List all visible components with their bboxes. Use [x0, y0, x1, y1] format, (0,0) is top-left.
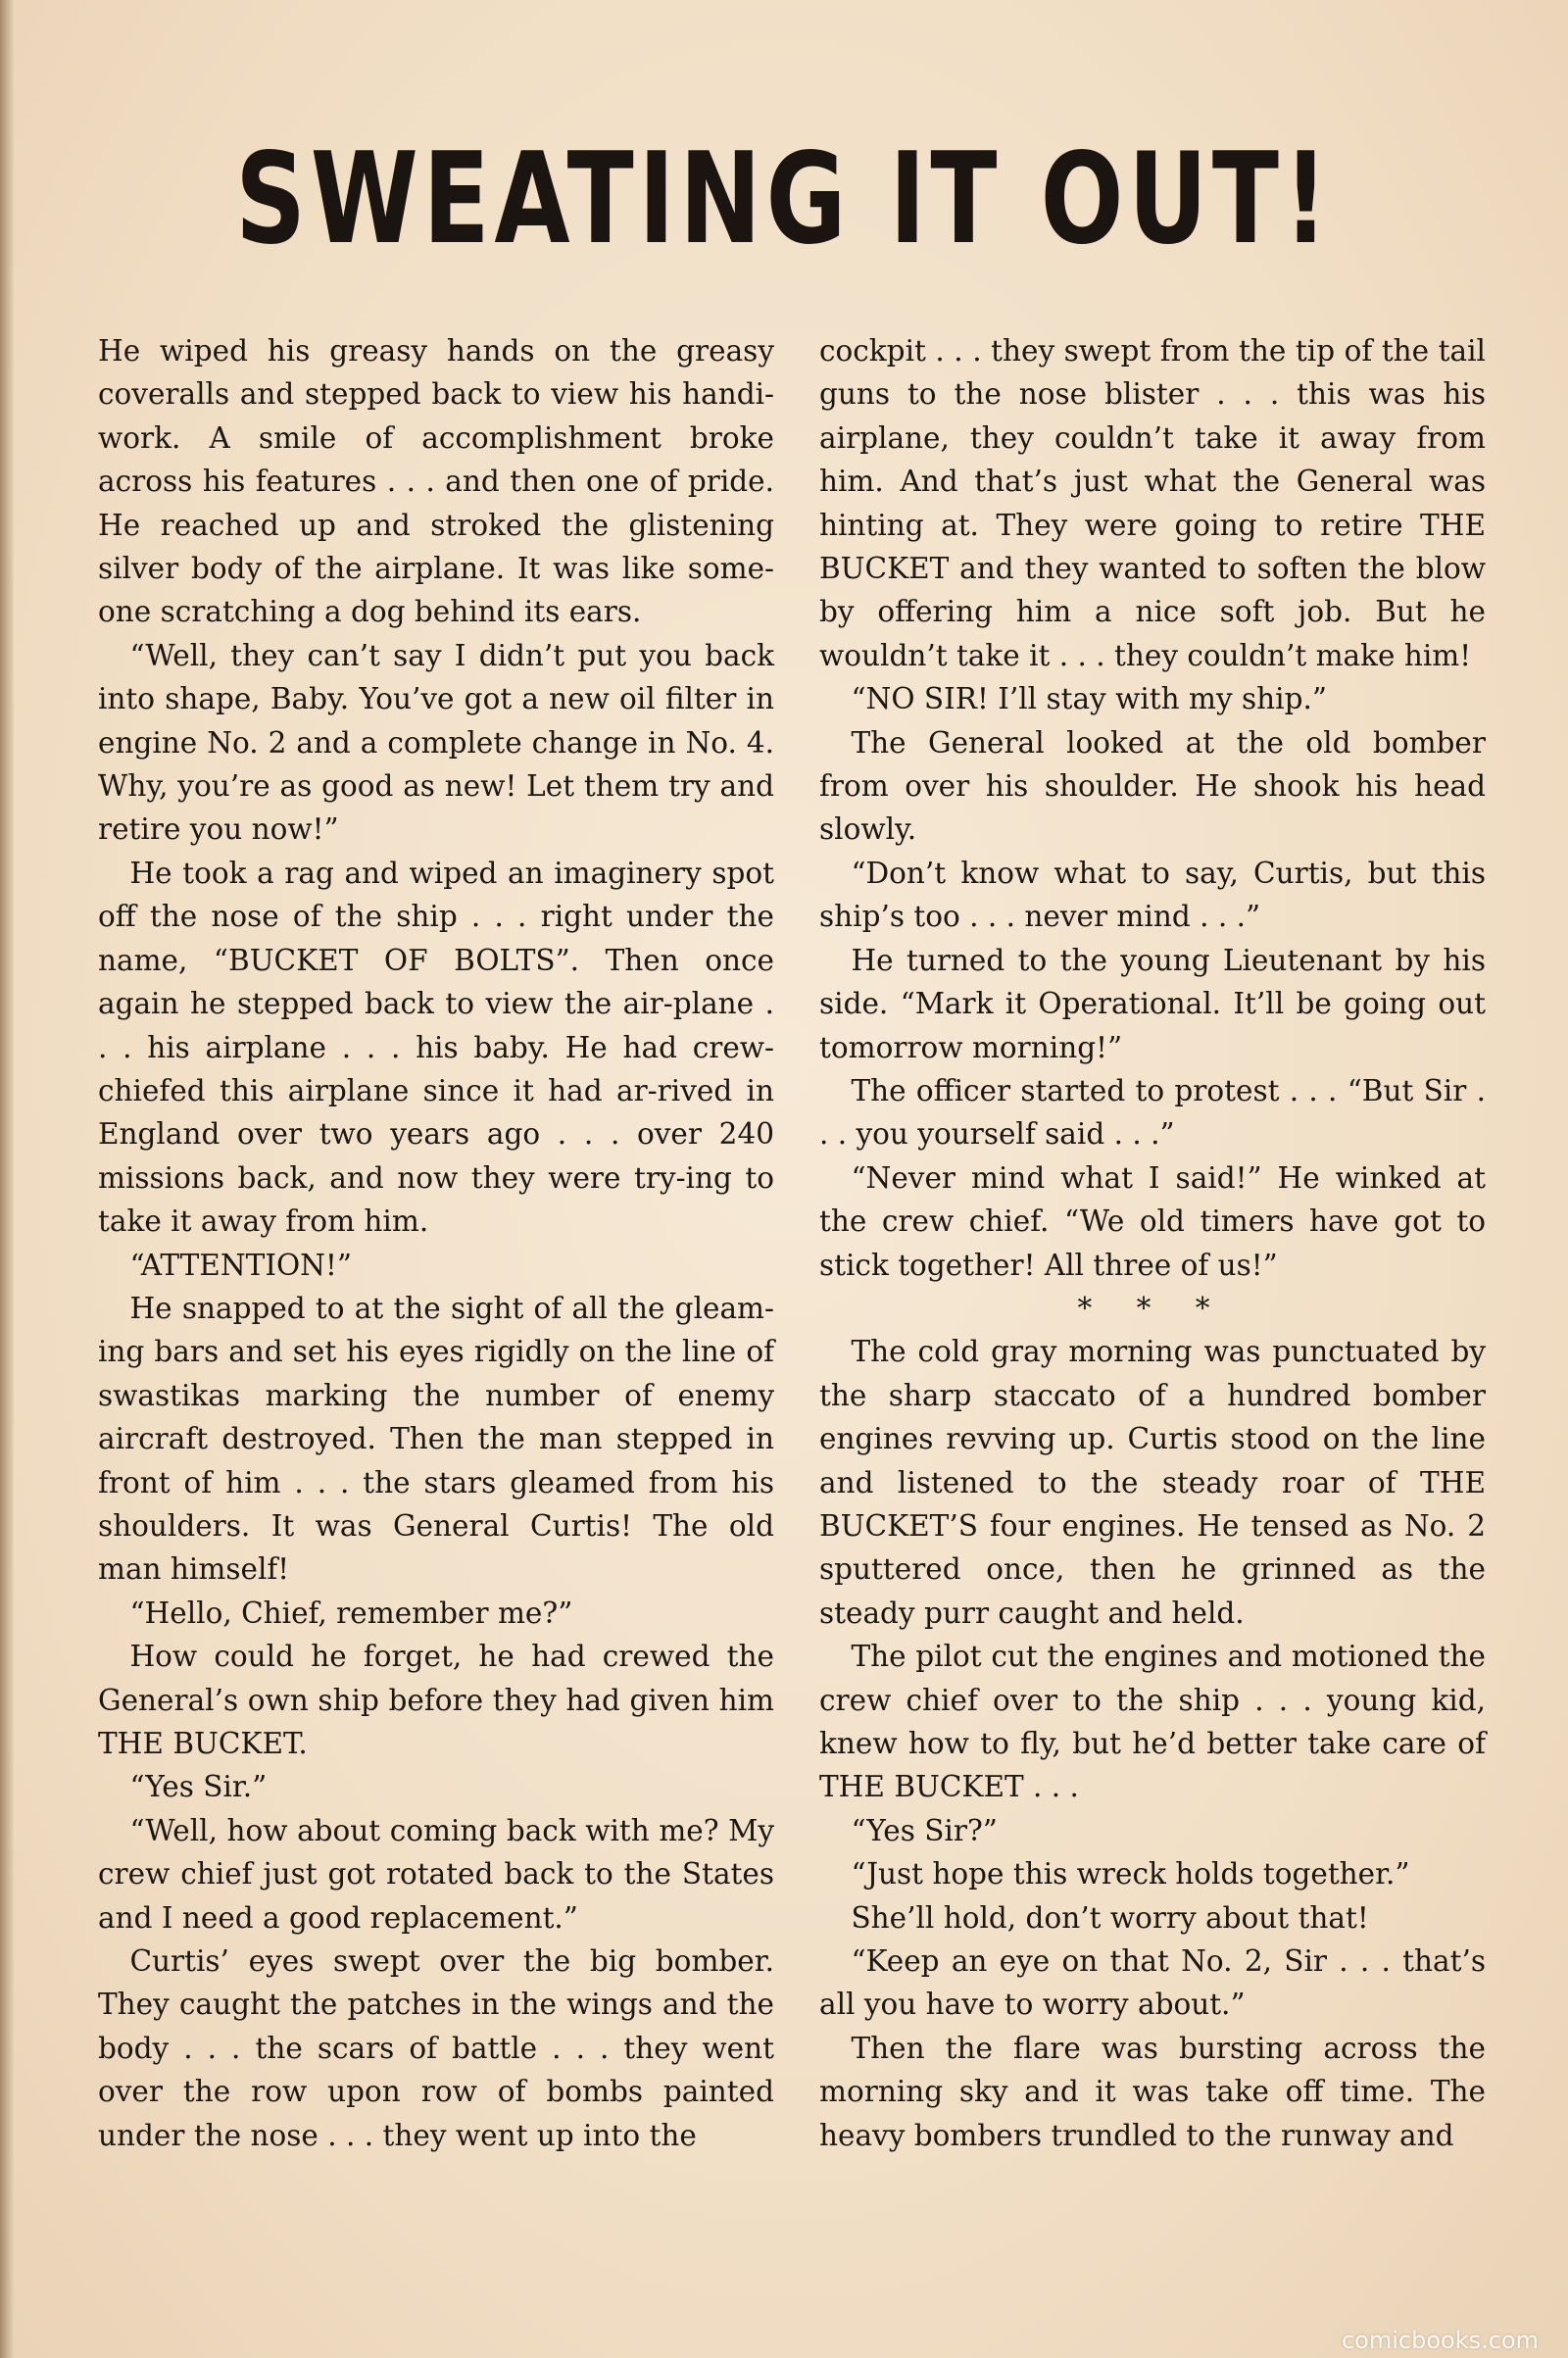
paragraph: He took a rag and wiped an imaginery spot off the nose of the ship . . . right under the name, “BUCKET OF BOLTS”. Then once again he stepped back to view the air-plane . . . his airplane . . . his baby. He had crew-chiefed this airplane since it had ar-rived in England over two years ago . . . over 240 missions back, and now they were try-ing to take it away from him. — [98, 856, 774, 1239]
paragraph: “Yes Sir?” — [851, 1813, 998, 1847]
paragraph: “Yes Sir.” — [129, 1770, 268, 1804]
paragraph: Then the flare was bursting across the morning sky and it was take off time. The heavy bombers trundled to the runway and — [819, 2031, 1486, 2152]
paragraph: He snapped to at the sight of all the gleam-ing bars and set his eyes rigidly on the line of swastikas marking the number of enemy aircraft destroyed. Then the man stepped in front of him . . . the stars gleamed from his shoulders. It was General Curtis! The old man himself! — [98, 1291, 774, 1587]
paragraph: He wiped his greasy hands on the greasy coveralls and stepped back to view his handi-work. A smile of accomplishment broke across his features . . . and then one of pride. He reached up and stroked the glistening silver body of the airplane. It was like some-one scratching a dog behind its ears. — [98, 334, 774, 629]
page-edge — [0, 0, 14, 2358]
paragraph: The officer started to protest . . . “But Sir . . . you yourself said . . .” — [819, 1073, 1486, 1152]
paragraph: “Hello, Chief, remember me?” — [129, 1596, 573, 1630]
site-watermark: comicbooks.com — [1341, 2327, 1539, 2354]
section-break: * * * — [1077, 1291, 1228, 1325]
paragraph: He turned to the young Lieutenant by his side. “Mark it Operational. It’ll be going out tomorrow morning!” — [819, 943, 1486, 1064]
paragraph: The cold gray morning was punctuated by the sharp staccato of a hundred bomber engines revving up. Curtis stood on the line and listened to the steady roar of THE BUCKET’S four engines. He tensed as No. 2 sputtered once, then he grinned as the steady purr caught and held. — [819, 1335, 1486, 1630]
paragraph: “Well, they can’t say I didn’t put you back into shape, Baby. You’ve got a new oil filter in engine No. 2 and a complete change in No. 4. Why, you’re as good as new! Let them try and retire you now!” — [98, 638, 774, 847]
paragraph: “NO SIR! I’ll stay with my ship.” — [851, 682, 1327, 716]
paragraph: “Just hope this wreck holds together.” — [851, 1857, 1410, 1891]
paragraph: The General looked at the old bomber from over his shoulder. He shook his head slowly. — [819, 725, 1486, 847]
paragraph: “Don’t know what to say, Curtis, but this ship’s too . . . never mind . . .” — [819, 856, 1486, 934]
paragraph: The pilot cut the engines and motioned the crew chief over to the ship . . . young kid, knew how to fly, but he’d better take care of THE BUCKET . . . — [819, 1640, 1486, 1804]
paragraph: cockpit . . . they swept from the tip of the tail guns to the nose blister . . . this was his airplane, they couldn’t take it away from him. And that’s just what the General was hinting at. They were going to retire THE BUCKET and they wanted to soften the blow by offering him a nice soft job. But he wouldn’t take it . . . they couldn’t make him! — [819, 334, 1486, 672]
paragraph: “Well, how about coming back with me? My crew chief just got rotated back to the States and I need a good replacement.” — [98, 1813, 774, 1935]
paragraph: “ATTENTION!” — [129, 1248, 352, 1282]
paragraph: Curtis’ eyes swept over the big bomber. They caught the patches in the wings and the body . . . the scars of battle . . . they went over the row upon row of bombs painted under the nose . . . they went up into the — [98, 1944, 774, 2152]
paragraph: She’ll hold, don’t worry about that! — [851, 1900, 1369, 1935]
right-column — [819, 329, 1486, 2157]
paragraph: How could he forget, he had crewed the General’s own ship before they had given him THE BUCKET. — [98, 1640, 774, 1760]
paragraph: “Keep an eye on that No. 2, Sir . . . that’s all you have to worry about.” — [819, 1944, 1486, 2022]
left-column — [98, 329, 774, 2157]
paragraph: “Never mind what I said!” He winked at the crew chief. “We old timers have got to stick together! All three of us!” — [819, 1160, 1486, 1282]
story-title: SWEATING IT OUT! — [235, 126, 1333, 272]
